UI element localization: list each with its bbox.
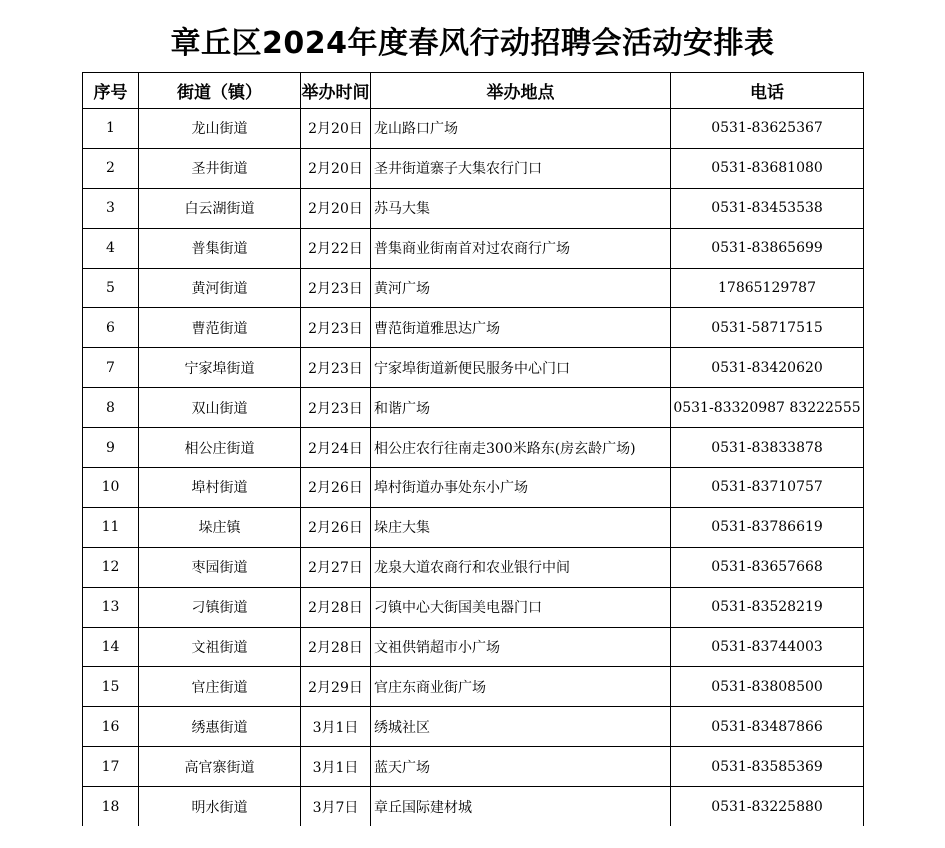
cell-location: 圣井街道寨子大集农行门口 [371,148,671,188]
cell-location: 曹范街道雅思达广场 [371,308,671,348]
cell-seq: 17 [83,747,139,787]
cell-phone: 0531-83744003 [671,627,864,667]
table-row [83,308,864,348]
cell-phone: 0531-83808500 [671,667,864,707]
cell-date: 2月27日 [301,547,371,587]
cell-location: 埠村街道办事处东小广场 [371,468,671,508]
table-row [83,388,864,428]
cell-phone: 0531-83681080 [671,148,864,188]
cell-date: 3月7日 [301,787,371,826]
cell-date: 2月20日 [301,109,371,149]
cell-seq: 10 [83,468,139,508]
cell-phone: 0531-83420620 [671,348,864,388]
table-row [83,468,864,508]
cell-location: 蓝天广场 [371,747,671,787]
cell-location: 龙泉大道农商行和农业银行中间 [371,547,671,587]
cell-phone: 0531-83833878 [671,428,864,468]
cell-street: 宁家埠街道 [139,348,301,388]
cell-street: 明水街道 [139,787,301,826]
cell-date: 3月1日 [301,747,371,787]
table-row [83,428,864,468]
cell-phone: 0531-83320987 83222555 [671,388,864,428]
cell-date: 2月28日 [301,627,371,667]
header-date: 举办时间 [301,73,371,109]
cell-seq: 9 [83,428,139,468]
cell-street: 高官寨街道 [139,747,301,787]
cell-street: 文祖街道 [139,627,301,667]
cell-seq: 6 [83,308,139,348]
cell-phone: 0531-83786619 [671,507,864,547]
cell-street: 曹范街道 [139,308,301,348]
cell-phone: 0531-83487866 [671,707,864,747]
cell-date: 2月26日 [301,507,371,547]
table-row [83,228,864,268]
cell-seq: 2 [83,148,139,188]
cell-location: 章丘国际建材城 [371,787,671,826]
cell-street: 双山街道 [139,388,301,428]
cell-phone: 0531-83453538 [671,188,864,228]
cell-phone: 0531-83528219 [671,587,864,627]
cell-seq: 14 [83,627,139,667]
cell-location: 刁镇中心大街国美电器门口 [371,587,671,627]
cell-date: 2月23日 [301,348,371,388]
header-location: 举办地点 [371,73,671,109]
cell-date: 2月22日 [301,228,371,268]
cell-street: 垛庄镇 [139,507,301,547]
cell-date: 3月1日 [301,707,371,747]
cell-seq: 15 [83,667,139,707]
cell-seq: 11 [83,507,139,547]
cell-street: 圣井街道 [139,148,301,188]
header-street: 街道（镇） [139,73,301,109]
cell-date: 2月20日 [301,188,371,228]
cell-seq: 13 [83,587,139,627]
table-row [83,547,864,587]
schedule-table [82,72,864,826]
cell-location: 和谐广场 [371,388,671,428]
table-row [83,627,864,667]
cell-seq: 5 [83,268,139,308]
cell-date: 2月20日 [301,148,371,188]
cell-date: 2月23日 [301,388,371,428]
cell-seq: 1 [83,109,139,149]
header-seq: 序号 [83,73,139,109]
cell-location: 官庄东商业街广场 [371,667,671,707]
cell-phone: 0531-83865699 [671,228,864,268]
cell-street: 相公庄街道 [139,428,301,468]
cell-location: 苏马大集 [371,188,671,228]
table-row [83,707,864,747]
cell-location: 垛庄大集 [371,507,671,547]
cell-seq: 18 [83,787,139,826]
table-row [83,507,864,547]
table-row [83,268,864,308]
cell-location: 龙山路口广场 [371,109,671,149]
table-row [83,348,864,388]
table-row [83,667,864,707]
cell-street: 龙山街道 [139,109,301,149]
cell-seq: 16 [83,707,139,747]
cell-street: 枣园街道 [139,547,301,587]
cell-phone: 0531-83625367 [671,109,864,149]
table-row [83,188,864,228]
cell-date: 2月23日 [301,308,371,348]
table-row [83,587,864,627]
cell-phone: 0531-58717515 [671,308,864,348]
cell-phone: 17865129787 [671,268,864,308]
table-row [83,787,864,826]
cell-location: 黄河广场 [371,268,671,308]
table-row [83,109,864,149]
cell-seq: 12 [83,547,139,587]
header-phone: 电话 [671,73,864,109]
cell-seq: 4 [83,228,139,268]
cell-seq: 3 [83,188,139,228]
cell-street: 刁镇街道 [139,587,301,627]
table-row [83,747,864,787]
header-row [83,73,864,109]
cell-date: 2月23日 [301,268,371,308]
cell-date: 2月28日 [301,587,371,627]
cell-phone: 0531-83225880 [671,787,864,826]
cell-street: 绣惠街道 [139,707,301,747]
cell-location: 普集商业街南首对过农商行广场 [371,228,671,268]
cell-date: 2月24日 [301,428,371,468]
cell-street: 黄河街道 [139,268,301,308]
cell-location: 绣城社区 [371,707,671,747]
cell-street: 白云湖街道 [139,188,301,228]
cell-street: 普集街道 [139,228,301,268]
table-row [83,148,864,188]
cell-date: 2月29日 [301,667,371,707]
cell-seq: 7 [83,348,139,388]
cell-phone: 0531-83585369 [671,747,864,787]
page-title: 章丘区2024年度春风行动招聘会活动安排表 [170,26,775,61]
cell-street: 埠村街道 [139,468,301,508]
cell-seq: 8 [83,388,139,428]
cell-location: 宁家埠街道新便民服务中心门口 [371,348,671,388]
cell-phone: 0531-83657668 [671,547,864,587]
cell-location: 文祖供销超市小广场 [371,627,671,667]
cell-street: 官庄街道 [139,667,301,707]
cell-date: 2月26日 [301,468,371,508]
cell-location: 相公庄农行往南走300米路东(房玄龄广场) [371,428,671,468]
cell-phone: 0531-83710757 [671,468,864,508]
